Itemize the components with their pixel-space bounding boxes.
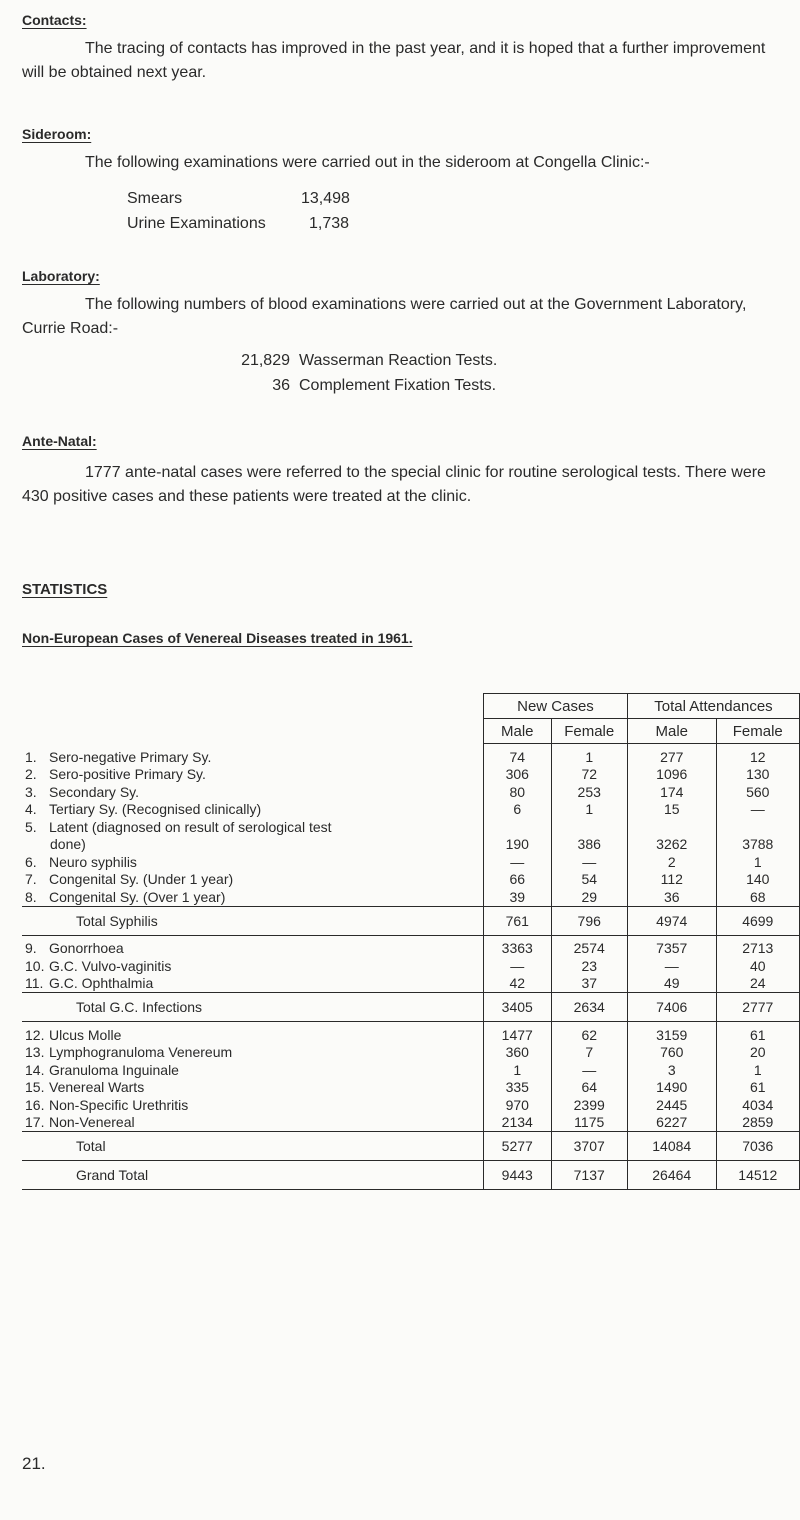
attend-female-cell: —	[716, 801, 799, 819]
row-number: 1.	[25, 748, 37, 765]
attend-male-cell: 7406	[627, 993, 716, 1022]
attend-male-cell: 112	[627, 871, 716, 889]
attend-male-cell: 2445	[627, 1096, 716, 1114]
row-number: 4.	[25, 801, 37, 818]
attend-female-cell: 2859	[716, 1114, 799, 1132]
new-male-cell: 39	[484, 888, 552, 906]
laboratory-item-label: Wasserman Reaction Tests.	[299, 352, 498, 369]
new-female-cell: 796	[551, 906, 627, 935]
new-female-cell: 1	[551, 801, 627, 819]
row-label	[22, 818, 484, 836]
new-female-cell: 253	[551, 783, 627, 801]
new-male-cell: 5277	[484, 1132, 552, 1161]
attend-female-cell: 130	[716, 766, 799, 784]
attend-male-cell: 3159	[627, 1022, 716, 1044]
attend-male-cell: 277	[627, 744, 716, 766]
attend-female-cell: 40	[716, 957, 799, 975]
sideroom-paragraph: The following examinations were carried out in the sideroom at Congella Clinic:-	[85, 154, 650, 171]
total-row	[22, 1161, 800, 1190]
new-female-cell: 3707	[551, 1132, 627, 1161]
attend-female-cell: 12	[716, 744, 799, 766]
new-male-cell: 2134	[484, 1114, 552, 1132]
row-label-text: Tertiary Sy. (Recognised clinically)	[49, 801, 262, 818]
sideroom-item-label: Urine Examinations	[127, 215, 266, 232]
row-label	[22, 766, 484, 784]
row-number: 16.	[25, 1096, 45, 1113]
row-number: 7.	[25, 871, 37, 888]
new-female-cell: 386	[551, 836, 627, 854]
row-label-text: Sero-negative Primary Sy.	[49, 748, 212, 765]
attend-male-cell: 49	[627, 975, 716, 993]
new-female-cell: 1	[551, 744, 627, 766]
sideroom-item-value: 13,498	[301, 190, 350, 207]
new-male-cell: 9443	[484, 1161, 552, 1190]
row-label	[22, 957, 484, 975]
row-number: 15.	[25, 1079, 45, 1096]
attend-female-cell: 61	[716, 1079, 799, 1097]
table-row	[22, 871, 800, 889]
attend-female-cell: 140	[716, 871, 799, 889]
syphilis-rows	[22, 744, 800, 907]
laboratory-item-value: 21,829	[241, 352, 290, 369]
attend-male-cell: 6227	[627, 1114, 716, 1132]
new-male-cell: 42	[484, 975, 552, 993]
new-male-cell: 360	[484, 1044, 552, 1062]
new-female-cell: 2634	[551, 993, 627, 1022]
new-female-cell: 54	[551, 871, 627, 889]
new-female-cell: 72	[551, 766, 627, 784]
empty-cell	[551, 818, 627, 836]
new-male-cell: 306	[484, 766, 552, 784]
new-female-cell: 2399	[551, 1096, 627, 1114]
row-number: 3.	[25, 783, 37, 800]
new-female-cell: —	[551, 1061, 627, 1079]
total-label: Grand Total	[22, 1161, 484, 1190]
row-label-text: Congenital Sy. (Over 1 year)	[49, 888, 226, 905]
attend-female-cell: 2713	[716, 935, 799, 957]
table-row	[22, 935, 800, 957]
row-label	[22, 836, 484, 854]
table-row	[22, 1022, 800, 1044]
sideroom-item-label: Smears	[127, 190, 183, 207]
new-male-cell: —	[484, 957, 552, 975]
row-number: 13.	[25, 1044, 45, 1061]
row-label-text: Ulcus Molle	[49, 1026, 122, 1043]
attend-male-cell: 3	[627, 1061, 716, 1079]
row-label-text: Gonorrhoea	[49, 940, 124, 957]
total-label: Total Syphilis	[22, 906, 484, 935]
row-label	[22, 744, 484, 766]
attend-male-cell: 760	[627, 1044, 716, 1062]
new-male-cell: 761	[484, 906, 552, 935]
col-header-male: Male	[627, 719, 716, 744]
new-female-cell: 2574	[551, 935, 627, 957]
row-number: 10.	[25, 957, 45, 974]
antenatal-paragraph: 1777 ante-natal cases were referred to the special clinic for routine serological tests. There were 430 positive cases and these patients were treated at the clinic.	[22, 464, 766, 505]
table-row	[22, 853, 800, 871]
attend-female-cell: 2777	[716, 993, 799, 1022]
new-female-cell: 7137	[551, 1161, 627, 1190]
attend-female-cell: 24	[716, 975, 799, 993]
row-label	[22, 1061, 484, 1079]
attend-male-cell: 174	[627, 783, 716, 801]
attend-male-cell: 1490	[627, 1079, 716, 1097]
row-label-text: Venereal Warts	[49, 1079, 145, 1096]
table-row	[22, 766, 800, 784]
empty-cell	[627, 818, 716, 836]
page-number: 21.	[22, 1454, 46, 1473]
row-label-text: Sero-positive Primary Sy.	[49, 766, 206, 783]
attend-female-cell: 20	[716, 1044, 799, 1062]
row-label	[22, 935, 484, 957]
attend-female-cell: 1	[716, 1061, 799, 1079]
laboratory-item-label: Complement Fixation Tests.	[299, 377, 497, 394]
new-male-cell: 1	[484, 1061, 552, 1079]
attend-female-cell: 4699	[716, 906, 799, 935]
new-male-cell: 190	[484, 836, 552, 854]
new-male-cell: 970	[484, 1096, 552, 1114]
col-header-female: Female	[551, 719, 627, 744]
table-row	[22, 957, 800, 975]
new-female-cell: 1175	[551, 1114, 627, 1132]
total-row	[22, 1132, 800, 1161]
table-row	[22, 1096, 800, 1114]
row-label	[22, 1114, 484, 1132]
new-female-cell: 23	[551, 957, 627, 975]
new-male-cell: 1477	[484, 1022, 552, 1044]
row-label-text: Neuro syphilis	[49, 853, 137, 870]
attend-male-cell: 7357	[627, 935, 716, 957]
row-label-text: Non-Venereal	[49, 1114, 135, 1131]
row-number: 11.	[25, 975, 44, 992]
gc-rows	[22, 935, 800, 993]
row-label-text: Secondary Sy.	[49, 783, 140, 800]
table-row	[22, 818, 800, 836]
new-female-cell: 29	[551, 888, 627, 906]
attend-female-cell: 1	[716, 853, 799, 871]
row-label	[22, 1079, 484, 1097]
new-female-cell: 62	[551, 1022, 627, 1044]
row-number: 14.	[25, 1061, 45, 1078]
row-number: 8.	[25, 888, 37, 905]
row-number: 17.	[25, 1114, 45, 1131]
table-row	[22, 888, 800, 906]
row-label-text: G.C. Ophthalmia	[49, 975, 154, 992]
statistics-subheading: Non-European Cases of Venereal Diseases treated in 1961.	[22, 630, 413, 646]
new-male-cell: 80	[484, 783, 552, 801]
col-header-male: Male	[484, 719, 552, 744]
row-label-text: Lymphogranuloma Venereum	[49, 1044, 233, 1061]
empty-cell	[484, 818, 552, 836]
other-rows	[22, 1022, 800, 1132]
row-label	[22, 975, 484, 993]
attend-male-cell: 2	[627, 853, 716, 871]
row-label-text: G.C. Vulvo-vaginitis	[49, 957, 172, 974]
total-row	[22, 906, 800, 935]
new-male-cell: 66	[484, 871, 552, 889]
new-female-cell: 7	[551, 1044, 627, 1062]
row-label	[22, 783, 484, 801]
row-label	[22, 801, 484, 819]
attend-female-cell: 7036	[716, 1132, 799, 1161]
row-label-text: Non-Specific Urethritis	[49, 1096, 189, 1113]
row-label-text: Congenital Sy. (Under 1 year)	[49, 871, 234, 888]
new-male-cell: 3405	[484, 993, 552, 1022]
row-label-text: Granuloma Inguinale	[49, 1061, 179, 1078]
new-female-cell: 64	[551, 1079, 627, 1097]
total-label: Total G.C. Infections	[22, 993, 484, 1022]
attend-male-cell: 15	[627, 801, 716, 819]
table-row	[22, 975, 800, 993]
group-header-new-cases: New Cases	[484, 694, 628, 719]
attend-female-cell: 68	[716, 888, 799, 906]
contacts-heading: Contacts:	[22, 12, 87, 28]
row-label	[22, 871, 484, 889]
laboratory-paragraph: The following numbers of blood examinations were carried out at the Government Laboratory, Currie Road:-	[22, 296, 747, 337]
attend-male-cell: 1096	[627, 766, 716, 784]
new-male-cell: 74	[484, 744, 552, 766]
grand-total-row	[22, 1161, 800, 1190]
sideroom-item-value: 1,738	[309, 215, 350, 232]
table-row	[22, 1114, 800, 1132]
attend-male-cell: 14084	[627, 1132, 716, 1161]
attend-female-cell: 4034	[716, 1096, 799, 1114]
row-label-continuation: done)	[50, 836, 86, 853]
new-male-cell: 335	[484, 1079, 552, 1097]
empty-cell	[716, 818, 799, 836]
total-label: Total	[22, 1132, 484, 1161]
attend-female-cell: 3788	[716, 836, 799, 854]
row-number: 5.	[25, 818, 37, 835]
table-row	[22, 744, 800, 766]
attend-male-cell: —	[627, 957, 716, 975]
attend-male-cell: 3262	[627, 836, 716, 854]
laboratory-heading: Laboratory:	[22, 268, 100, 284]
col-header-female: Female	[716, 719, 799, 744]
row-label	[22, 888, 484, 906]
row-label	[22, 1044, 484, 1062]
statistics-table	[22, 693, 800, 1190]
row-number: 2.	[25, 766, 37, 783]
table-row	[22, 836, 800, 854]
new-female-cell: —	[551, 853, 627, 871]
table-row	[22, 801, 800, 819]
table-row	[22, 1044, 800, 1062]
row-label	[22, 1096, 484, 1114]
table-row	[22, 1079, 800, 1097]
new-male-cell: 3363	[484, 935, 552, 957]
total-gc-row	[22, 993, 800, 1022]
attend-male-cell: 26464	[627, 1161, 716, 1190]
new-male-cell: —	[484, 853, 552, 871]
attend-male-cell: 4974	[627, 906, 716, 935]
new-female-cell: 37	[551, 975, 627, 993]
contacts-paragraph: The tracing of contacts has improved in the past year, and it is hoped that a further improvement will be obtained next year.	[22, 40, 766, 81]
row-number: 9.	[25, 940, 37, 957]
row-number: 12.	[25, 1026, 45, 1043]
antenatal-heading: Ante-Natal:	[22, 433, 97, 449]
attend-female-cell: 61	[716, 1022, 799, 1044]
total-syphilis-row	[22, 906, 800, 935]
row-number: 6.	[25, 853, 37, 870]
sideroom-heading: Sideroom:	[22, 126, 92, 142]
statistics-heading: STATISTICS	[22, 581, 108, 598]
attend-female-cell: 14512	[716, 1161, 799, 1190]
laboratory-item-value: 36	[272, 377, 290, 394]
table-row	[22, 1061, 800, 1079]
row-label	[22, 1022, 484, 1044]
row-label-text: Latent (diagnosed on result of serological test	[49, 818, 332, 835]
attend-female-cell: 560	[716, 783, 799, 801]
table-row	[22, 783, 800, 801]
new-male-cell: 6	[484, 801, 552, 819]
total-row	[22, 993, 800, 1022]
group-header-total-attendances: Total Attendances	[627, 694, 799, 719]
attend-male-cell: 36	[627, 888, 716, 906]
total-row	[22, 1132, 800, 1161]
row-label	[22, 853, 484, 871]
